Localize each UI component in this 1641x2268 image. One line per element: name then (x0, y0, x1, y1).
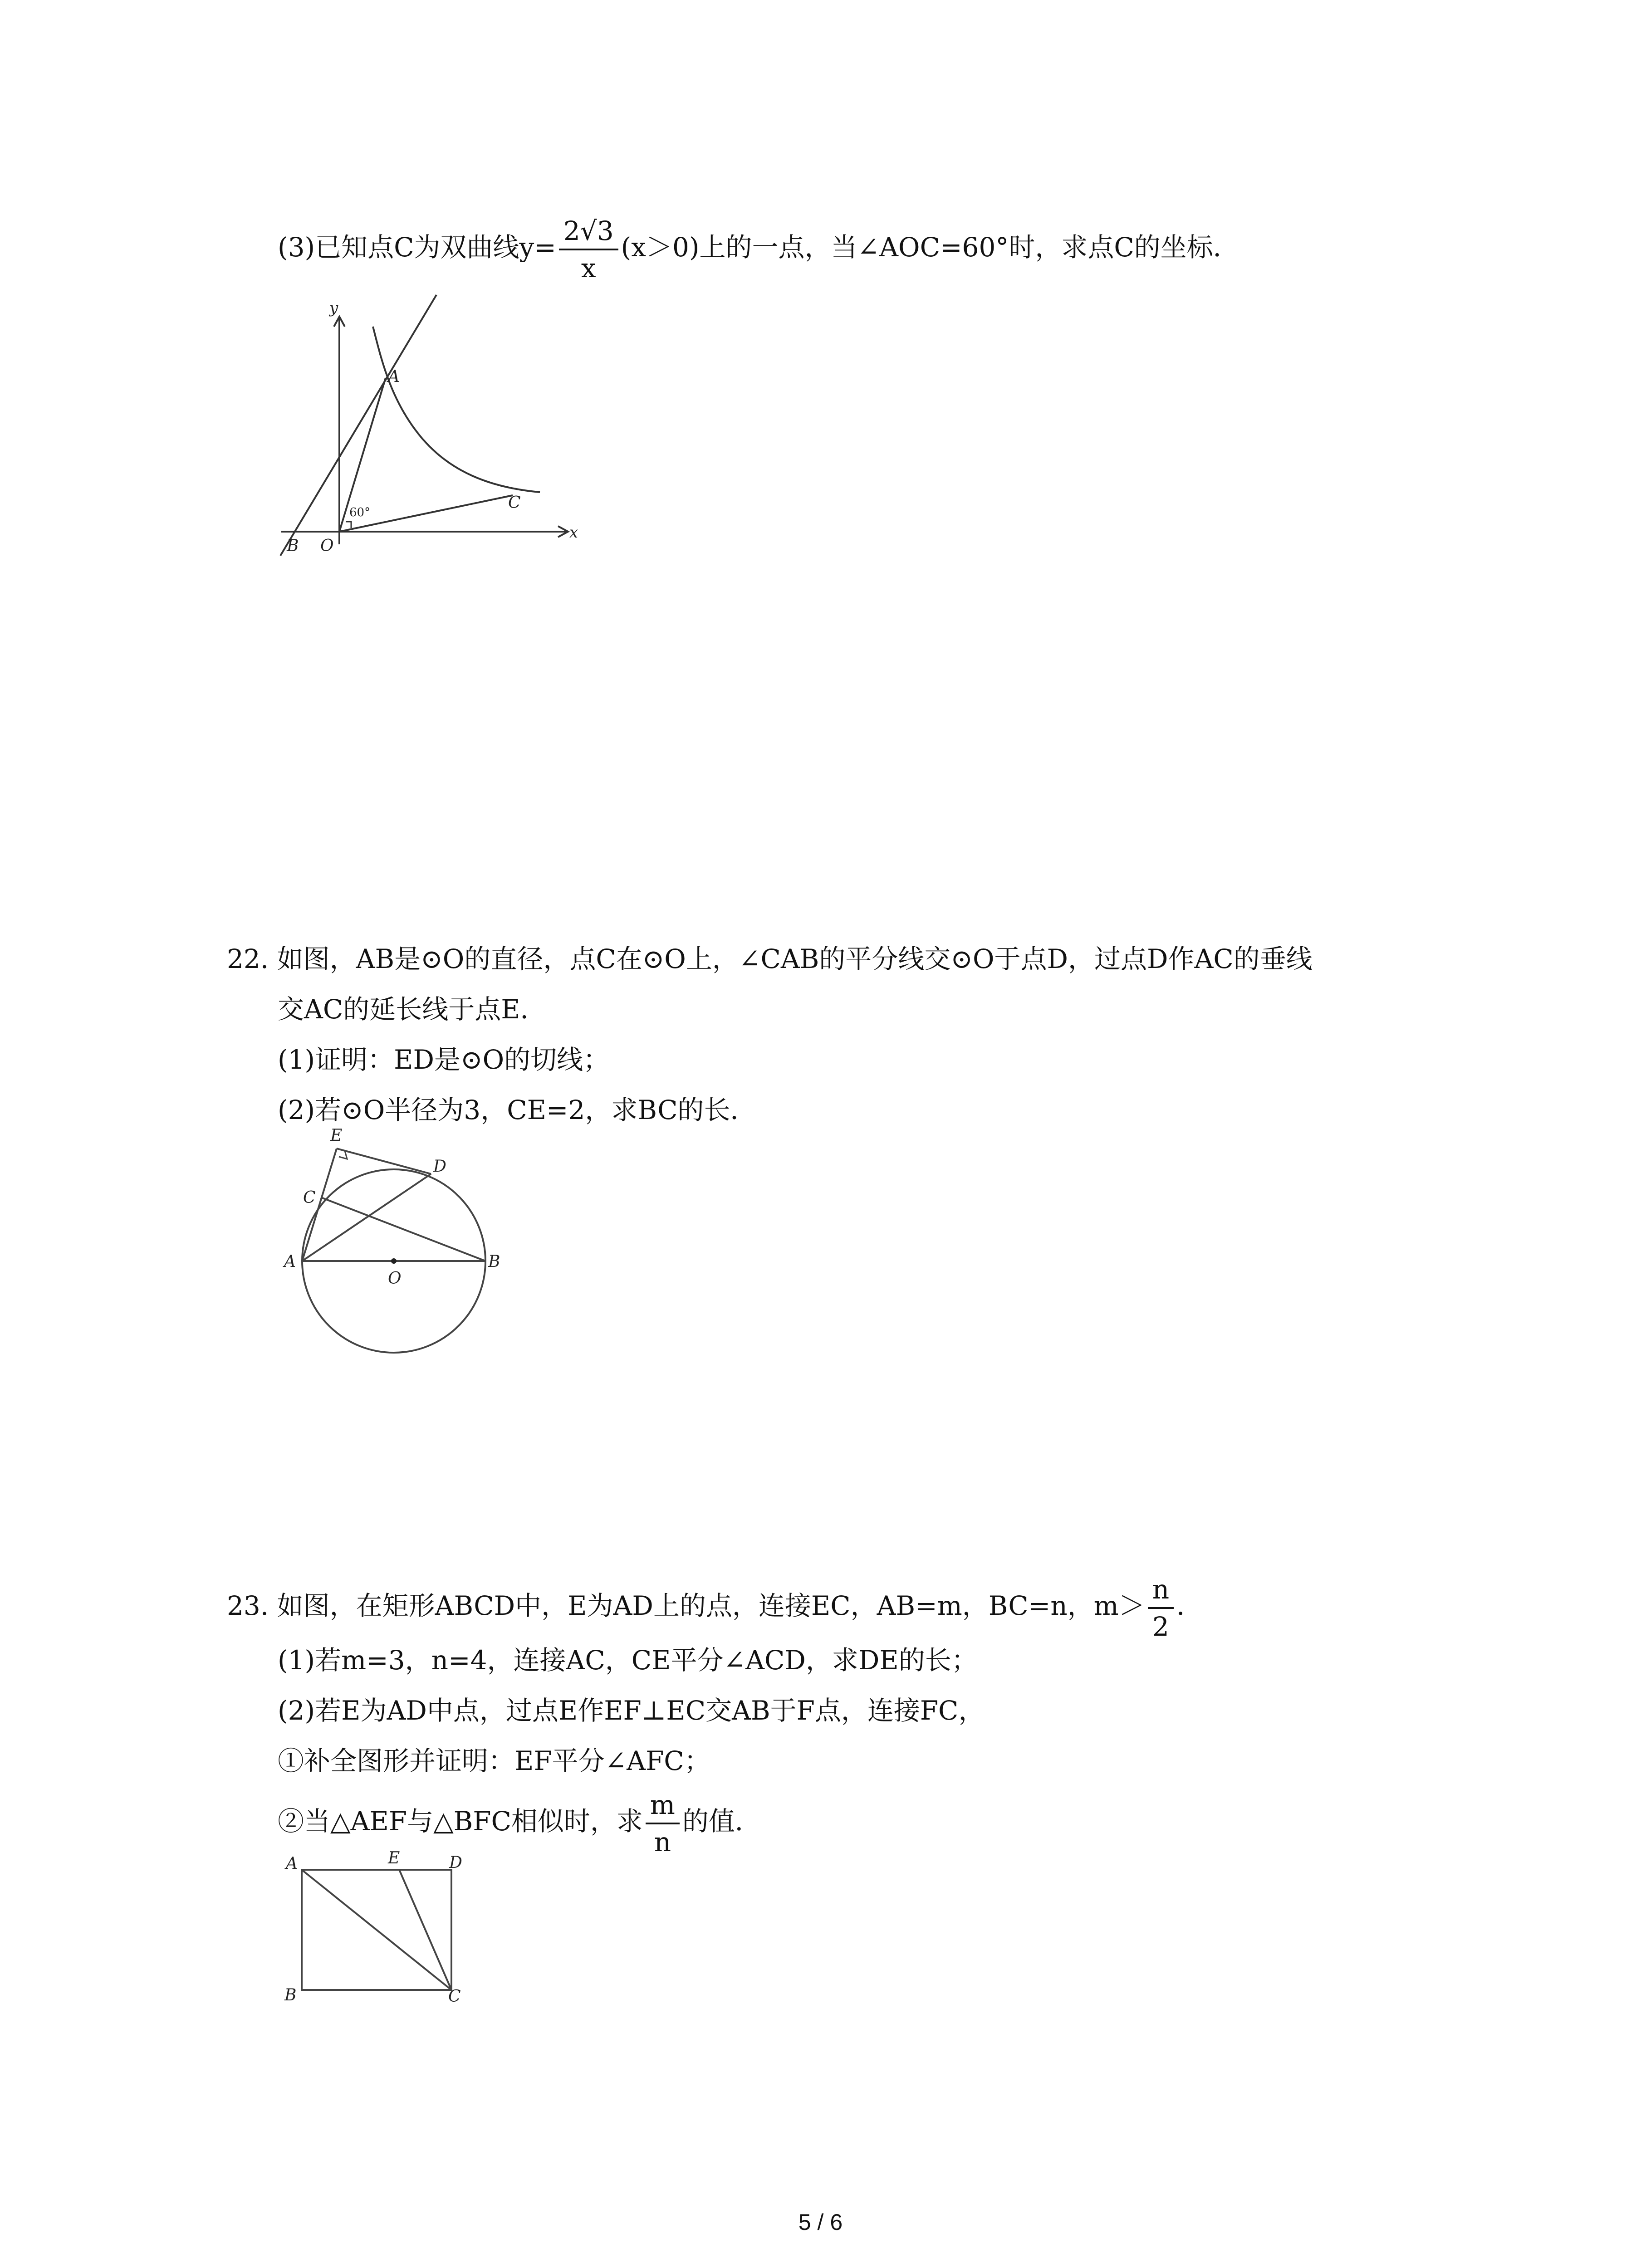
label-c: C (508, 494, 521, 512)
fraction-denominator: x (581, 253, 596, 284)
label-y: y (329, 299, 338, 317)
diagonal-ac (302, 1870, 451, 1990)
label-b: B (287, 537, 299, 555)
q23-part1: (1)若m=3，n=4，连接AC，CE平分∠ACD，求DE的长； (278, 1645, 978, 1676)
q22-line1: 22. 如图，AB是⊙O的直径，点C在⊙O上，∠CAB的平分线交⊙O于点D，过点D作AC的垂线 (227, 943, 1313, 974)
label-d: D (449, 1853, 462, 1872)
label-angle: 60° (349, 506, 371, 519)
q22-part1: (1)证明：ED是⊙O的切线； (278, 1044, 610, 1075)
label-e: E (388, 1849, 400, 1867)
page-number: 5 / 6 (798, 2209, 843, 2235)
q23-sub2-prefix: ②当△AEF与△BFC相似时，求 (278, 1806, 643, 1837)
q23-sub1: ①补全图形并证明：EF平分∠AFC； (278, 1745, 710, 1776)
fraction-denominator: n (654, 1827, 671, 1857)
label-e: E (330, 1126, 343, 1145)
label-o: O (388, 1269, 402, 1288)
q22-line2: 交AC的延长线于点E． (278, 994, 547, 1025)
label-b: B (488, 1252, 500, 1271)
fraction-numerator: 2√3 (559, 213, 618, 250)
label-x: x (569, 523, 578, 542)
q23-line1-prefix: 23. 如图，在矩形ABCD中，E为AD上的点，连接EC，AB=m，BC=n，m＞ (227, 1590, 1145, 1622)
fraction-numerator: m (646, 1787, 680, 1824)
label-a: A (284, 1252, 296, 1271)
fraction-numerator: n (1148, 1572, 1174, 1609)
q22-part2: (2)若⊙O半径为3，CE=2，求BC的长． (278, 1095, 757, 1125)
label-a: A (286, 1854, 298, 1873)
q21-part3-suffix: (x＞0)上的一点，当∠AOC=60°时，求点C的坐标． (621, 232, 1239, 263)
segment-ec (399, 1870, 451, 1990)
q23-sub2-suffix: 的值． (682, 1806, 761, 1837)
q23-part2: (2)若E为AD中点，过点E作EF⊥EC交AB于F点，连接FC， (278, 1695, 985, 1726)
label-c: C (448, 1987, 461, 2006)
q23-line1-suffix: ． (1176, 1590, 1203, 1622)
q21-part3-prefix: (3)已知点C为双曲线y= (278, 232, 556, 263)
label-b: B (284, 1986, 297, 2004)
label-c: C (303, 1188, 316, 1207)
label-o: O (320, 537, 334, 555)
fraction-denominator: 2 (1152, 1611, 1169, 1642)
label-a: A (388, 367, 400, 386)
label-d: D (433, 1157, 446, 1176)
